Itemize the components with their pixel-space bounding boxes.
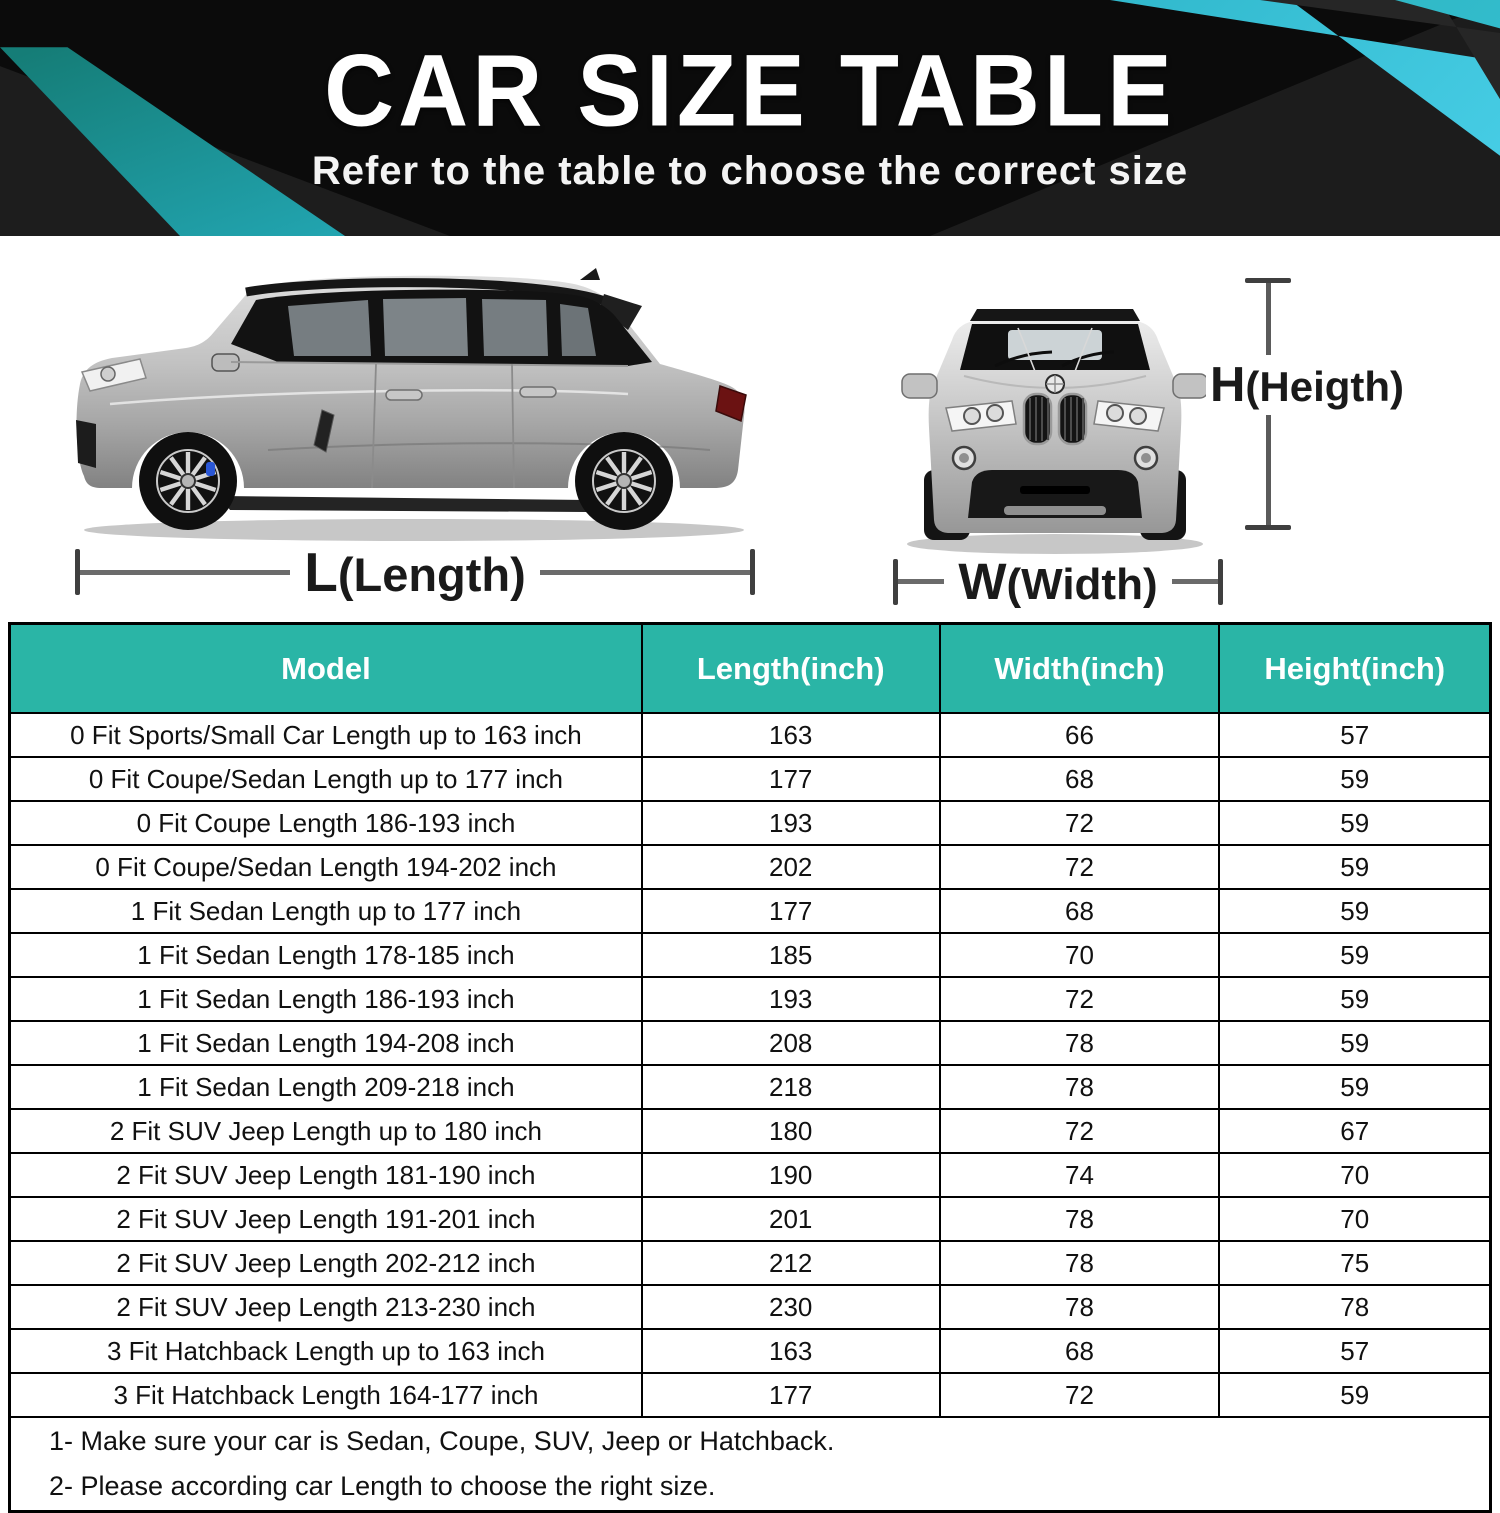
dim-tick: [1218, 559, 1223, 605]
length-dimension: [75, 540, 755, 604]
dim-line: [1172, 579, 1218, 584]
length-cell: 177: [642, 1373, 940, 1417]
width-cell: 66: [940, 713, 1220, 757]
model-cell: 0 Fit Sports/Small Car Length up to 163 inch: [10, 713, 642, 757]
length-cell: 163: [642, 1329, 940, 1373]
height-cell: 59: [1219, 845, 1490, 889]
model-cell: 1 Fit Sedan Length 209-218 inch: [10, 1065, 642, 1109]
length-cell: 163: [642, 713, 940, 757]
width-cell: 72: [940, 1109, 1220, 1153]
table-row: [10, 801, 1491, 845]
length-cell: 190: [642, 1153, 940, 1197]
size-table-body: [10, 713, 1491, 1417]
header-length: Length(inch): [642, 624, 940, 714]
header-model: Model: [10, 624, 642, 714]
height-cell: 59: [1219, 933, 1490, 977]
dim-line: [898, 579, 944, 584]
length-cell: 208: [642, 1021, 940, 1065]
table-row: [10, 757, 1491, 801]
length-cell: 177: [642, 757, 940, 801]
height-cell: 70: [1219, 1197, 1490, 1241]
width-cell: 72: [940, 1373, 1220, 1417]
length-cell: 201: [642, 1197, 940, 1241]
height-cell: 59: [1219, 801, 1490, 845]
width-cell: 78: [940, 1285, 1220, 1329]
table-row: [10, 933, 1491, 977]
table-row: [10, 889, 1491, 933]
table-row: [10, 1065, 1491, 1109]
model-cell: 2 Fit SUV Jeep Length 191-201 inch: [10, 1197, 642, 1241]
length-cell: 212: [642, 1241, 940, 1285]
width-cell: 72: [940, 977, 1220, 1021]
height-cell: 59: [1219, 1373, 1490, 1417]
banner: [0, 0, 1500, 236]
width-cell: 78: [940, 1021, 1220, 1065]
page-title: CAR SIZE TABLE: [324, 33, 1176, 148]
length-cell: 185: [642, 933, 940, 977]
table-row: [10, 845, 1491, 889]
length-cell: 193: [642, 977, 940, 1021]
table-row: [10, 1285, 1491, 1329]
table-header-row: [10, 624, 1491, 714]
header-height: Height(inch): [1219, 624, 1490, 714]
model-cell: 0 Fit Coupe/Sedan Length up to 177 inch: [10, 757, 642, 801]
height-cell: 75: [1219, 1241, 1490, 1285]
model-cell: 1 Fit Sedan Length up to 177 inch: [10, 889, 642, 933]
model-cell: 2 Fit SUV Jeep Length 202-212 inch: [10, 1241, 642, 1285]
width-cell: 74: [940, 1153, 1220, 1197]
table-row: [10, 1153, 1491, 1197]
suv-front-view-image: [900, 258, 1210, 558]
table-row: [10, 1109, 1491, 1153]
height-cell: 59: [1219, 1065, 1490, 1109]
table-row: [10, 1329, 1491, 1373]
header-width: Width(inch): [940, 624, 1220, 714]
length-cell: 180: [642, 1109, 940, 1153]
model-cell: 2 Fit SUV Jeep Length up to 180 inch: [10, 1109, 642, 1153]
model-cell: 1 Fit Sedan Length 186-193 inch: [10, 977, 642, 1021]
width-cell: 78: [940, 1241, 1220, 1285]
width-cell: 68: [940, 1329, 1220, 1373]
length-cell: 218: [642, 1065, 940, 1109]
dim-tick: [750, 549, 755, 595]
length-cell: 202: [642, 845, 940, 889]
suv-side-view-image: [68, 244, 760, 546]
height-cell: 57: [1219, 713, 1490, 757]
notes-cell: [10, 1417, 1491, 1512]
model-cell: 3 Fit Hatchback Length 164-177 inch: [10, 1373, 642, 1417]
height-cell: 57: [1219, 1329, 1490, 1373]
dim-line: [540, 570, 750, 575]
model-cell: 2 Fit SUV Jeep Length 213-230 inch: [10, 1285, 642, 1329]
length-dimension-label: L(Length): [304, 541, 526, 603]
width-dimension: [893, 552, 1223, 611]
table-row: [10, 1241, 1491, 1285]
height-cell: 67: [1219, 1109, 1490, 1153]
height-cell: 78: [1219, 1285, 1490, 1329]
dim-tick: [1245, 525, 1291, 530]
size-table: [8, 622, 1492, 1513]
height-cell: 59: [1219, 889, 1490, 933]
model-cell: 1 Fit Sedan Length 178-185 inch: [10, 933, 642, 977]
width-cell: 68: [940, 889, 1220, 933]
width-cell: 78: [940, 1197, 1220, 1241]
table-row: [10, 1197, 1491, 1241]
table-row: [10, 713, 1491, 757]
height-cell: 59: [1219, 1021, 1490, 1065]
table-row: [10, 1021, 1491, 1065]
table-row: [10, 1373, 1491, 1417]
dim-line: [80, 570, 290, 575]
width-cell: 78: [940, 1065, 1220, 1109]
width-cell: 68: [940, 757, 1220, 801]
model-cell: 0 Fit Coupe Length 186-193 inch: [10, 801, 642, 845]
model-cell: 1 Fit Sedan Length 194-208 inch: [10, 1021, 642, 1065]
width-cell: 72: [940, 801, 1220, 845]
length-cell: 177: [642, 889, 940, 933]
width-dimension-label: W(Width): [958, 553, 1158, 610]
notes-row: [10, 1417, 1491, 1512]
length-cell: 193: [642, 801, 940, 845]
height-dimension-label: H(Heigth): [1206, 355, 1408, 415]
height-cell: 59: [1219, 977, 1490, 1021]
length-cell: 230: [642, 1285, 940, 1329]
note-2: 2- Please according car Length to choose the right size.: [49, 1471, 716, 1501]
width-cell: 70: [940, 933, 1220, 977]
model-cell: 2 Fit SUV Jeep Length 181-190 inch: [10, 1153, 642, 1197]
note-1: 1- Make sure your car is Sedan, Coupe, SUV, Jeep or Hatchback.: [49, 1426, 835, 1457]
table-row: [10, 977, 1491, 1021]
page-subtitle: Refer to the table to choose the correct size: [311, 149, 1189, 193]
height-cell: 70: [1219, 1153, 1490, 1197]
model-cell: 0 Fit Coupe/Sedan Length 194-202 inch: [10, 845, 642, 889]
height-cell: 59: [1219, 757, 1490, 801]
model-cell: 3 Fit Hatchback Length up to 163 inch: [10, 1329, 642, 1373]
width-cell: 72: [940, 845, 1220, 889]
